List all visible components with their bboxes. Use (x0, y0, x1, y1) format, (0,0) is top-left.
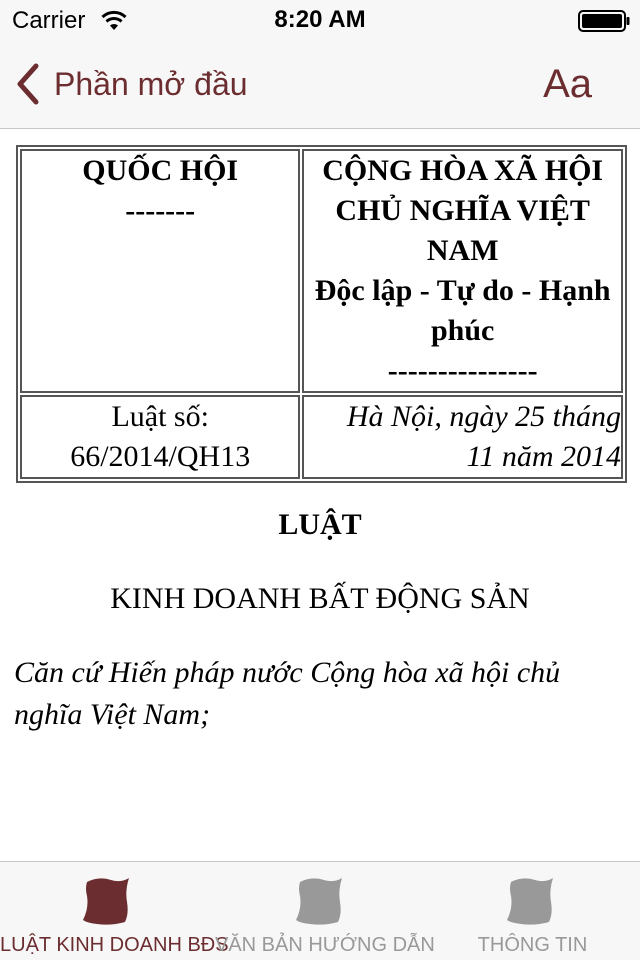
scroll-icon (81, 876, 133, 926)
law-name: KINH DOANH BẤT ĐỘNG SẢN (110, 582, 530, 615)
date-line-2: 11 năm 2014 (466, 440, 621, 473)
back-button-label: Phần mở đầu (54, 65, 248, 102)
scroll-icon (294, 876, 346, 926)
issuer-cell (20, 149, 300, 393)
law-title: LUẬT (278, 508, 362, 541)
back-button[interactable] (14, 60, 248, 108)
law-number-label: Luật số: (111, 400, 209, 433)
national-motto-cell (302, 149, 623, 393)
date-cell (302, 395, 623, 479)
preamble-text: Căn cứ Hiến pháp nước Cộng hòa xã hội chủ nghĩa Việt Nam; (14, 656, 561, 731)
font-size-button[interactable]: Aa (543, 62, 592, 106)
law-number-cell (20, 395, 300, 479)
date-line-1: Hà Nội, ngày 25 tháng (346, 400, 621, 433)
status-time: 8:20 AM (274, 6, 366, 33)
document-content[interactable] (0, 130, 640, 861)
tab-luat-kinh-doanh-bds[interactable] (0, 862, 229, 960)
motto-line-2: phúc (431, 314, 495, 347)
tab-bar (0, 861, 640, 960)
tab-van-ban-huong-dan[interactable] (215, 862, 435, 960)
document-header-table (16, 145, 627, 483)
navigation-bar (0, 40, 640, 129)
tab-label: LUẬT KINH DOANH BĐS (0, 934, 229, 956)
country-name-line-1: CỘNG HÒA XÃ HỘI (322, 154, 604, 187)
law-number-value: 66/2014/QH13 (70, 440, 251, 473)
country-name-line-3: NAM (426, 234, 499, 267)
motto-divider: --------------- (387, 354, 538, 387)
tab-thong-tin[interactable] (425, 862, 640, 960)
battery-icon (578, 10, 630, 32)
carrier-label: Carrier (12, 7, 86, 34)
issuer-divider: ------- (125, 194, 196, 227)
tab-label: THÔNG TIN (477, 934, 588, 956)
chevron-left-icon (14, 62, 42, 106)
status-bar (0, 0, 640, 40)
motto-line-1: Độc lập - Tự do - Hạnh (314, 274, 611, 307)
issuer-name: QUỐC HỘI (82, 154, 239, 187)
tab-label: VĂN BẢN HƯỚNG DẪN (215, 934, 435, 956)
country-name-line-2: CHỦ NGHĨA VIỆT (335, 194, 590, 227)
scroll-icon (505, 876, 557, 926)
